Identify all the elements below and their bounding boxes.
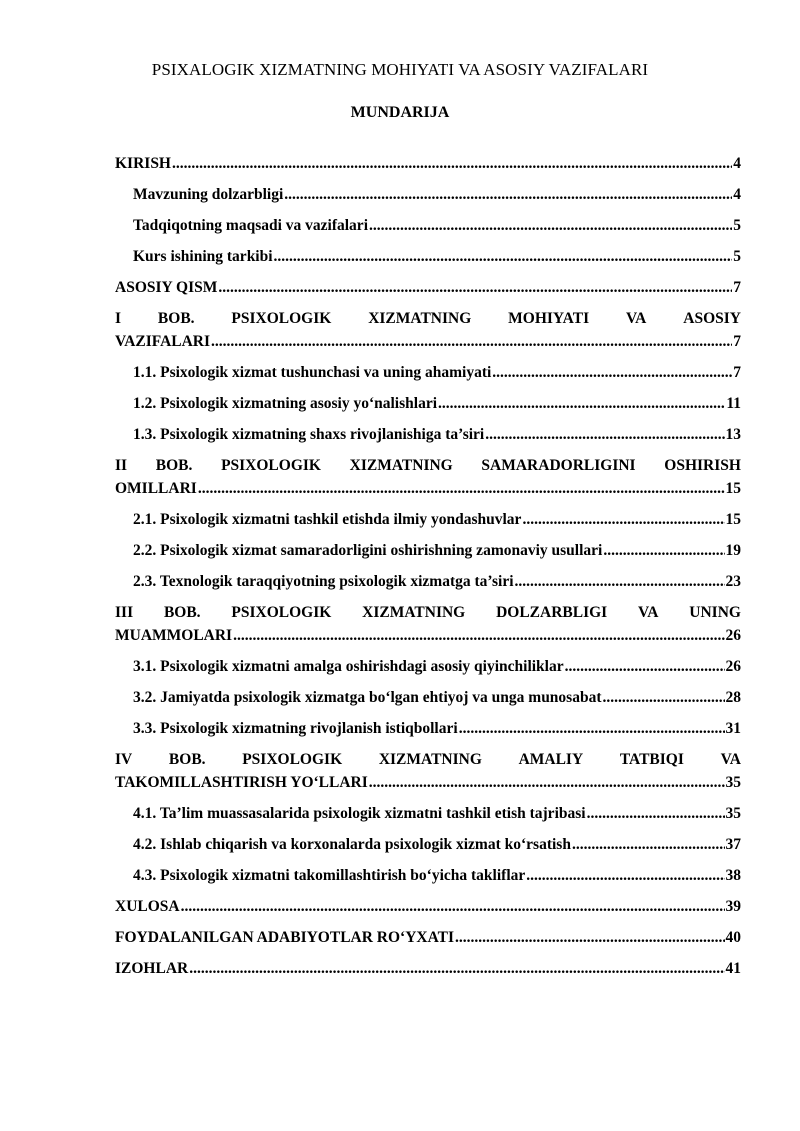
- toc-entry-bob-3[interactable]: [115, 597, 741, 651]
- toc-entry-text: Mavzuning dolzarbligi: [133, 186, 284, 203]
- toc-entry-text: 1.1. Psixologik xizmat tushunchasi va uning ahamiyati: [133, 364, 492, 381]
- toc-page-number: 4: [733, 155, 741, 172]
- toc-word: IV: [115, 751, 133, 768]
- toc-entry-text: 3.3. Psixologik xizmatning rivojlanish istiqbollari: [133, 720, 458, 737]
- toc-leader-dots: [459, 717, 725, 740]
- toc-word: XIZMATNING: [378, 751, 482, 768]
- toc-word: VA: [638, 604, 659, 621]
- toc-entry-1-3[interactable]: [115, 419, 741, 450]
- toc-word: II: [115, 457, 128, 474]
- toc-word: PSIXOLOGIK: [242, 751, 343, 768]
- toc-word: BOB.: [168, 751, 206, 768]
- toc-entry-text-continued: VAZIFALARI: [115, 333, 211, 350]
- toc-entry-xulosa[interactable]: [115, 891, 741, 922]
- toc-word: TATBIQI: [619, 751, 684, 768]
- toc-page-number: 35: [725, 774, 741, 791]
- toc-word: VA: [720, 751, 741, 768]
- toc-entry-text: 2.2. Psixologik xizmat samaradorligini oshirishning zamonaviy usullari: [133, 542, 603, 559]
- toc-word: BOB.: [157, 310, 195, 327]
- toc-leader-dots: [565, 655, 725, 678]
- toc-page-number: 7: [733, 333, 741, 350]
- toc-page-number: 5: [733, 248, 741, 265]
- toc-page-number: 39: [725, 898, 741, 915]
- toc-word: OSHIRISH: [664, 457, 741, 474]
- toc-word: XIZMATNING: [362, 604, 466, 621]
- toc-entry-adabiyotlar[interactable]: [115, 922, 741, 953]
- toc-word: AMALIY: [518, 751, 584, 768]
- toc-page-number: 19: [725, 542, 741, 559]
- toc-entry-text: 3.1. Psixologik xizmatni amalga oshirishdagi asosiy qiyinchiliklar: [133, 658, 564, 675]
- toc-entry-text: ASOSIY QISM: [115, 279, 218, 296]
- toc-word: UNING: [689, 604, 741, 621]
- toc-leader-dots: [274, 245, 733, 268]
- toc-page-number: 23: [725, 573, 741, 590]
- toc-page-number: 11: [726, 395, 741, 412]
- toc-leader-dots: [515, 570, 725, 593]
- toc-word: III: [115, 604, 134, 621]
- toc-page-number: 41: [725, 960, 741, 977]
- toc-entry-text: 2.3. Texnologik taraqqiyotning psixologik xizmatga ta’siri: [133, 573, 514, 590]
- toc-leader-dots: [189, 957, 724, 980]
- toc-entry-4-1[interactable]: [115, 798, 741, 829]
- toc-page-number: 4: [733, 186, 741, 203]
- toc-entry-tarkib[interactable]: [115, 241, 741, 272]
- toc-page-number: 7: [733, 279, 741, 296]
- toc-leader-dots: [455, 926, 724, 949]
- toc-entry-bob-4[interactable]: [115, 744, 741, 798]
- toc-word: PSIXOLOGIK: [231, 604, 332, 621]
- toc-entry-text: 4.2. Ishlab chiqarish va korxonalarda psixologik xizmat ko‘rsatish: [133, 836, 571, 853]
- toc-page-number: 26: [725, 627, 741, 644]
- toc-word: VA: [625, 310, 647, 327]
- toc-entry-maqsad[interactable]: [115, 210, 741, 241]
- toc-word: XIZMATNING: [368, 310, 472, 327]
- toc-leader-dots: [603, 539, 724, 562]
- toc-entry-text: 1.3. Psixologik xizmatning shaxs rivojlanishiga ta’siri: [133, 426, 485, 443]
- toc-entry-text: 1.2. Psixologik xizmatning asosiy yo‘nalishlari: [133, 395, 438, 412]
- toc-entry-2-2[interactable]: [115, 535, 741, 566]
- toc-entry-3-2[interactable]: [115, 682, 741, 713]
- toc-leader-dots: [172, 152, 732, 175]
- toc-word: XIZMATNING: [349, 457, 453, 474]
- toc-entry-text-continued: MUAMMOLARI: [115, 627, 233, 644]
- toc-page-number: 15: [725, 511, 741, 528]
- toc-word: BOB.: [163, 604, 201, 621]
- toc-leader-dots: [526, 864, 724, 887]
- toc-leader-dots: [369, 214, 732, 237]
- toc-word: DOLZARBLIGI: [496, 604, 608, 621]
- toc-entry-1-2[interactable]: [115, 388, 741, 419]
- toc-word: SAMARADORLIGINI: [481, 457, 636, 474]
- toc-leader-dots: [211, 330, 732, 353]
- toc-entry-text-continued: OMILLARI: [115, 480, 197, 497]
- toc-page-number: 40: [725, 929, 741, 946]
- toc-entry-first-line: [115, 307, 741, 330]
- toc-entry-2-1[interactable]: [115, 504, 741, 535]
- toc-entry-first-line: [115, 601, 741, 624]
- toc-leader-dots: [522, 508, 724, 531]
- toc-entry-text: XULOSA: [115, 898, 180, 915]
- toc-entry-text: IZOHLAR: [115, 960, 189, 977]
- toc-heading: MUNDARIJA: [350, 104, 450, 121]
- toc-leader-dots: [369, 771, 725, 794]
- toc-entry-text: Tadqiqotning maqsadi va vazifalari: [133, 217, 368, 234]
- toc-page-number: 15: [725, 480, 741, 497]
- toc-page-number: 28: [725, 689, 741, 706]
- toc-page-number: 38: [725, 867, 741, 884]
- toc-entry-bob-2[interactable]: [115, 450, 741, 504]
- document-title: PSIXALOGIK XIZMATNING MOHIYATI VA ASOSIY VAZIFALARI: [151, 60, 649, 79]
- toc-word: PSIXOLOGIK: [221, 457, 321, 474]
- toc-leader-dots: [198, 477, 725, 500]
- toc-entry-4-3[interactable]: [115, 860, 741, 891]
- toc-entry-asosiy-qism[interactable]: [115, 272, 741, 303]
- toc-page-number: 31: [725, 720, 741, 737]
- toc-entry-1-1[interactable]: [115, 357, 741, 388]
- toc-page-number: 5: [733, 217, 741, 234]
- toc-word: BOB.: [155, 457, 193, 474]
- toc-entry-2-3[interactable]: [115, 566, 741, 597]
- toc-leader-dots: [218, 276, 732, 299]
- toc-entry-bob-1[interactable]: [115, 303, 741, 357]
- toc-leader-dots: [233, 624, 724, 647]
- toc-entry-4-2[interactable]: [115, 829, 741, 860]
- toc-entry-text: 2.1. Psixologik xizmatni tashkil etishda ilmiy yondashuvlar: [133, 511, 522, 528]
- toc-entry-mavzu[interactable]: [115, 179, 741, 210]
- toc-page-number: 26: [725, 658, 741, 675]
- toc-page-number: 35: [725, 805, 741, 822]
- toc-leader-dots: [572, 833, 725, 856]
- toc-page-number: 37: [725, 836, 741, 853]
- toc-leader-dots: [284, 183, 732, 206]
- toc-page-number: 7: [733, 364, 741, 381]
- toc-leader-dots: [492, 361, 732, 384]
- toc-entry-text: 3.2. Jamiyatda psixologik xizmatga bo‘lgan ehtiyoj va unga munosabat: [133, 689, 602, 706]
- toc-leader-dots: [603, 686, 725, 709]
- toc-leader-dots: [181, 895, 725, 918]
- toc-word: MOHIYATI: [508, 310, 590, 327]
- toc-entry-text: Kurs ishining tarkibi: [133, 248, 273, 265]
- toc-entry-3-3[interactable]: [115, 713, 741, 744]
- toc-entry-text-continued: TAKOMILLASHTIRISH YO‘LLARI: [115, 774, 368, 791]
- toc-entry-first-line: [115, 454, 741, 477]
- toc-entry-kirish[interactable]: [115, 148, 741, 179]
- toc-leader-dots: [587, 802, 725, 825]
- toc-entry-text: 4.1. Ta’lim muassasalarida psixologik xizmatni tashkil etish tajribasi: [133, 805, 586, 822]
- toc-word: PSIXOLOGIK: [231, 310, 332, 327]
- toc-entry-text: KIRISH: [115, 155, 171, 172]
- toc-word: ASOSIY: [683, 310, 741, 327]
- toc-entry-izohlar[interactable]: [115, 953, 741, 984]
- toc-entry-first-line: [115, 748, 741, 771]
- toc-entry-text: FOYDALANILGAN ADABIYOTLAR RO‘YXATI: [115, 929, 455, 946]
- toc-entry-3-1[interactable]: [115, 651, 741, 682]
- toc-leader-dots: [485, 423, 724, 446]
- toc-entry-text: 4.3. Psixologik xizmatni takomillashtirish bo‘yicha takliflar: [133, 867, 526, 884]
- toc-page-number: 13: [725, 426, 741, 443]
- toc-leader-dots: [438, 392, 725, 415]
- table-of-contents: [115, 148, 741, 984]
- toc-word: I: [115, 310, 122, 327]
